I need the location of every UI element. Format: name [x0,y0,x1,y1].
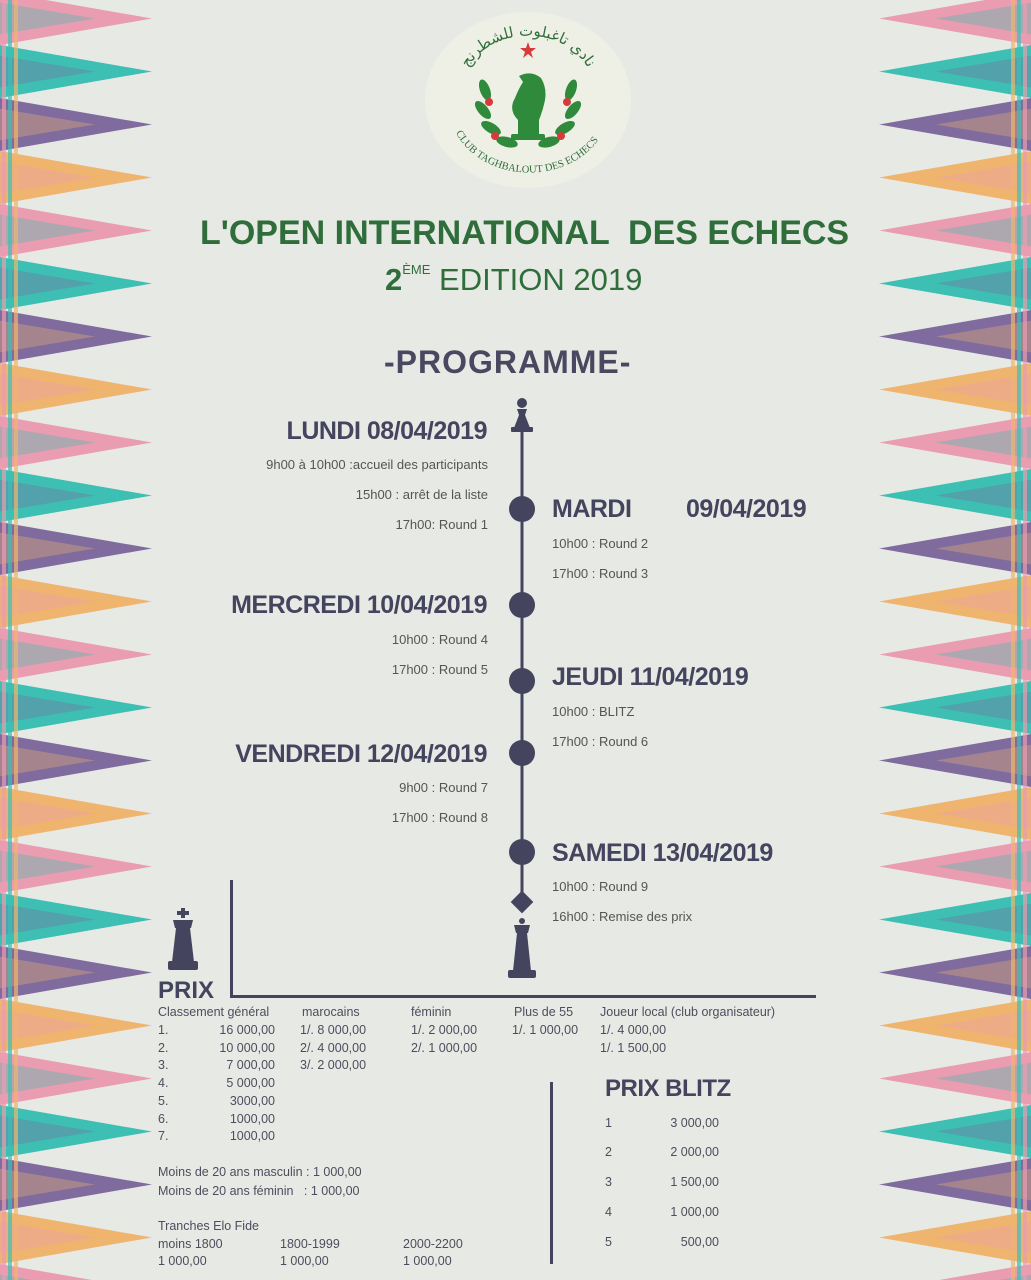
elo-label: moins 1800 [158,1237,223,1251]
edge-stripe [14,0,18,1280]
prix-horizontal-line [230,995,816,998]
jeudi-event: 17h00 : Round 6 [552,734,649,749]
pennant-flag [879,1264,1031,1280]
blitz-rank: 5 [605,1235,612,1249]
general-amount: 3000,00 [229,1094,275,1108]
mercredi-event: 17h00 : Round 5 [391,662,488,677]
feminin-amount: 2/. 1 000,00 [411,1041,478,1055]
mardi-event: 17h00 : Round 3 [552,566,649,581]
timeline-dot-mercredi [509,592,535,618]
moins20-masculin: Moins de 20 ans masculin : 1 000,00 [158,1165,362,1179]
general-amount: 16 000,00 [219,1023,275,1037]
col-header-plus55: Plus de 55 [514,1005,574,1019]
edge-stripe [1017,0,1021,1280]
day-jeudi-title: JEUDI 11/04/2019 [552,663,749,691]
marocains-amount: 3/. 2 000,00 [300,1058,367,1072]
general-rank: 4. [158,1076,169,1090]
pennant-flag [0,1264,152,1280]
local-amount: 1/. 4 000,00 [600,1023,667,1037]
feminin-amount: 1/. 2 000,00 [411,1023,478,1037]
prix-heading: PRIX [158,977,215,1004]
timeline-dot-mardi [509,496,535,522]
day-vendredi-title: VENDREDI 12/04/2019 [235,740,487,768]
elo-heading: Tranches Elo Fide [158,1219,259,1233]
timeline-dot-samedi [509,839,535,865]
day-lundi-title: LUNDI 08/04/2019 [286,417,487,445]
blitz-rank: 1 [605,1116,612,1130]
blitz-heading: PRIX BLITZ [605,1075,731,1102]
edition-superscript: ÈME [402,262,431,277]
timeline-dot-vendredi [509,740,535,766]
blitz-rank: 4 [605,1205,612,1219]
general-rank: 7. [158,1129,169,1143]
moins20-feminin: Moins de 20 ans féminin : 1 000,00 [158,1184,360,1198]
prix-vertical-line [230,880,233,997]
samedi-event: 16h00 : Remise des prix [552,909,693,924]
timeline [490,395,560,985]
timeline-diamond [511,891,534,914]
day-mercredi-title: MERCREDI 10/04/2019 [231,591,487,619]
edge-stripe [2,0,6,1280]
elo-amount: 1 000,00 [280,1254,329,1268]
lundi-event: 15h00 : arrêt de la liste [355,487,488,502]
general-amount: 5 000,00 [226,1076,275,1090]
left-pennant-border [0,0,160,1280]
edge-stripe [1023,0,1027,1280]
general-amount: 10 000,00 [219,1041,275,1055]
elo-label: 2000-2200 [403,1237,463,1251]
col-header-general: Classement général [158,1005,270,1019]
general-amount: 7 000,00 [226,1058,275,1072]
programme-heading: -PROGRAMME- [384,344,632,380]
pawn-icon [511,398,533,432]
right-pennant-border [871,0,1031,1280]
blitz-divider [550,1082,553,1264]
blitz-amount: 1 500,00 [670,1175,719,1189]
blitz-amount: 3 000,00 [670,1116,719,1130]
blitz-rank: 3 [605,1175,612,1189]
elo-amount: 1 000,00 [403,1254,452,1268]
plus55-amount: 1/. 1 000,00 [512,1023,579,1037]
blitz-amount: 1 000,00 [670,1205,719,1219]
edition-line [385,262,642,298]
general-rank: 3. [158,1058,169,1072]
logo-arabic-text: نادي تاغبلوت للشطرنج [456,21,600,71]
general-rank: 6. [158,1112,169,1126]
mardi-event: 10h00 : Round 2 [552,536,649,551]
blitz-amount: 500,00 [680,1235,719,1249]
timeline-dot-jeudi [509,668,535,694]
col-header-marocains: marocains [302,1005,360,1019]
king-icon [163,908,203,972]
lundi-event: 17h00: Round 1 [395,517,488,532]
edge-stripe [8,0,12,1280]
samedi-event: 10h00 : Round 9 [552,879,649,894]
elo-amount: 1 000,00 [158,1254,207,1268]
marocains-amount: 2/. 4 000,00 [300,1041,367,1055]
col-header-local: Joueur local (club organisateur) [600,1005,776,1019]
event-title: L'OPEN INTERNATIONAL DES ECHECS [200,214,850,252]
marocains-amount: 1/. 8 000,00 [300,1023,367,1037]
general-amount: 1000,00 [229,1129,275,1143]
mercredi-event: 10h00 : Round 4 [391,632,488,647]
day-mardi-date: 09/04/2019 [686,495,807,523]
general-rank: 2. [158,1041,169,1055]
col-header-feminin: féminin [411,1005,452,1019]
day-samedi-title: SAMEDI 13/04/2019 [552,839,773,867]
local-amount: 1/. 1 500,00 [600,1041,667,1055]
blitz-amount: 2 000,00 [670,1145,719,1159]
general-rank: 1. [158,1023,169,1037]
queen-icon [508,918,536,978]
edge-stripe [1011,0,1015,1280]
jeudi-event: 10h00 : BLITZ [552,704,635,719]
lundi-event: 9h00 à 10h00 :accueil des participants [266,457,488,472]
logo-latin-text: CLUB TAGHBALOUT DES ECHECS [453,128,601,176]
club-logo [423,10,633,190]
edition-text: EDITION 2019 [430,262,643,297]
edition-number: 2 [385,262,403,297]
vendredi-event: 9h00 : Round 7 [399,780,488,795]
general-amount: 1000,00 [229,1112,275,1126]
elo-label: 1800-1999 [280,1237,340,1251]
vendredi-event: 17h00 : Round 8 [391,810,488,825]
day-mardi-title: MARDI [552,495,632,523]
blitz-rank: 2 [605,1145,612,1159]
general-rank: 5. [158,1094,169,1108]
